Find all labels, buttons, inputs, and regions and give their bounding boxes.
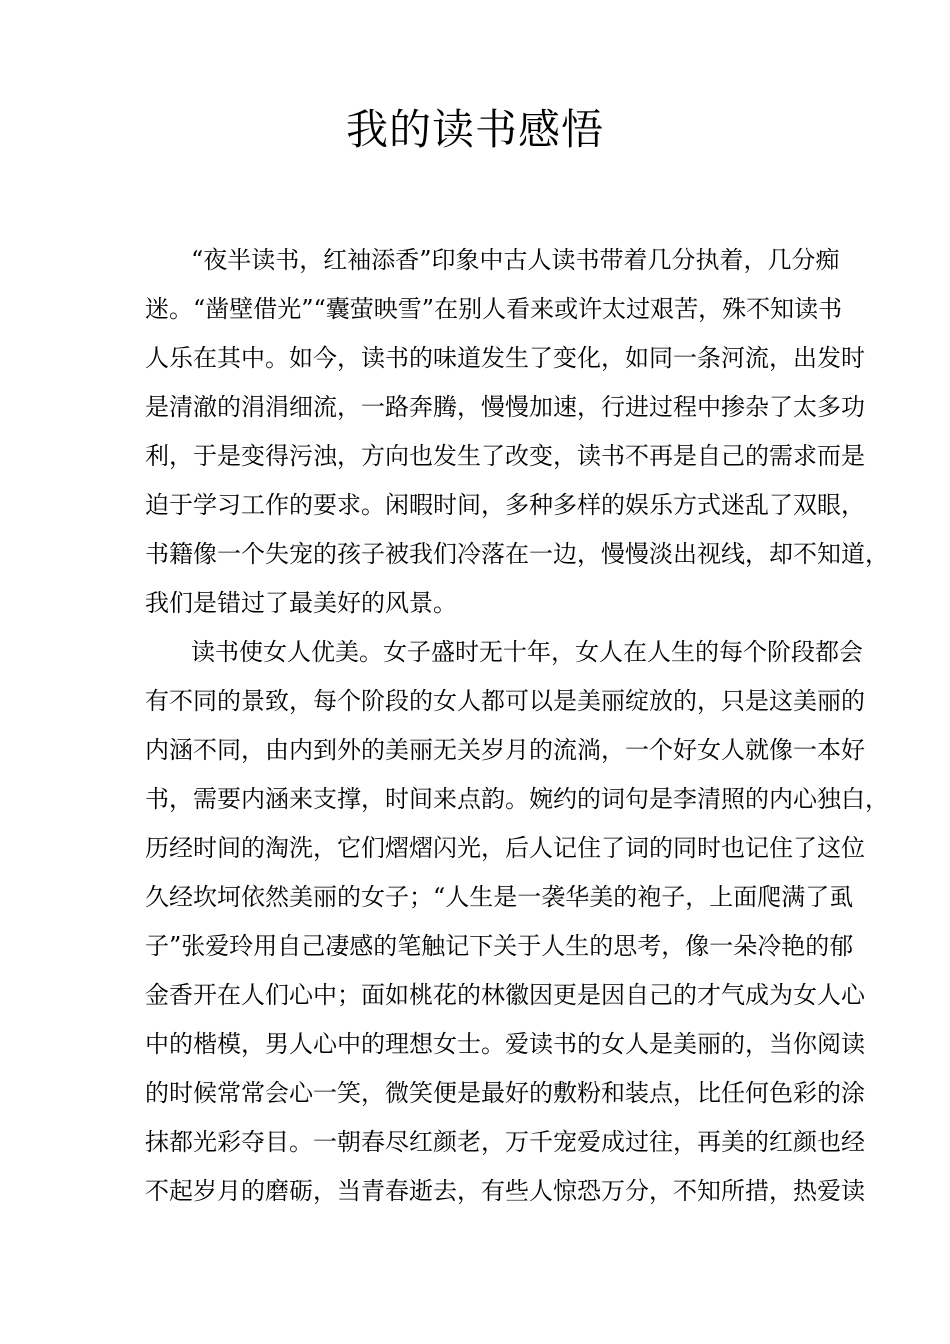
- text-line: 是清澈的涓涓细流，一路奔腾，慢慢加速，行进过程中掺杂了太多功: [145, 393, 865, 421]
- paragraph-2: [145, 628, 889, 1216]
- text-line: 不起岁月的磨砺，当青春逝去，有些人惊恐万分，不知所措，热爱读: [145, 1177, 865, 1205]
- document-title: 我的读书感悟: [345, 105, 604, 154]
- text-line: 内涵不同，由内到外的美丽无关岁月的流淌，一个好女人就像一本好: [145, 736, 865, 764]
- document-body: [145, 236, 889, 1216]
- text-line: 历经时间的淘洗，它们熠熠闪光，后人记住了词的同时也记住了这位: [145, 834, 865, 862]
- text-line: 抹都光彩夺目。一朝春尽红颜老，万千宠爱成过往，再美的红颜也经: [145, 1128, 865, 1156]
- text-line: 子”张爱玲用自己凄感的笔触记下关于人生的思考，像一朵冷艳的郁: [145, 932, 854, 960]
- text-line: 有不同的景致，每个阶段的女人都可以是美丽绽放的，只是这美丽的: [145, 687, 865, 715]
- text-line: 书籍像一个失宠的孩子被我们冷落在一边，慢慢淡出视线，却不知道，: [145, 540, 889, 568]
- text-line: 的时候常常会心一笑，微笑便是最好的敷粉和装点，比任何色彩的涂: [145, 1079, 865, 1107]
- text-line: 久经坎坷依然美丽的女子；“人生是一袭华美的袍子，上面爬满了虱: [145, 883, 854, 911]
- text-line: 利，于是变得污浊，方向也发生了改变，读书不再是自己的需求而是: [145, 442, 865, 470]
- text-line: “夜半读书，红袖添香”印象中古人读书带着几分执着，几分痴: [191, 246, 840, 274]
- text-line: 书，需要内涵来支撑，时间来点韵。婉约的词句是李清照的内心独白，: [145, 785, 889, 813]
- text-line: 迷。“凿壁借光”“囊萤映雪”在别人看来或许太过艰苦，殊不知读书: [145, 295, 843, 323]
- text-line: 迫于学习工作的要求。闲暇时间，多种多样的娱乐方式迷乱了双眼，: [145, 491, 865, 519]
- text-line: 我们是错过了最美好的风景。: [145, 589, 457, 617]
- text-line: 中的楷模，男人心中的理想女士。爱读书的女人是美丽的，当你阅读: [145, 1030, 865, 1058]
- text-line: 人乐在其中。如今，读书的味道发生了变化，如同一条河流，出发时: [145, 344, 865, 372]
- text-line: 读书使女人优美。女子盛时无十年，女人在人生的每个阶段都会: [191, 638, 863, 666]
- text-line: 金香开在人们心中；面如桃花的林徽因更是因自己的才气成为女人心: [145, 981, 865, 1009]
- paragraph-1: [145, 236, 889, 628]
